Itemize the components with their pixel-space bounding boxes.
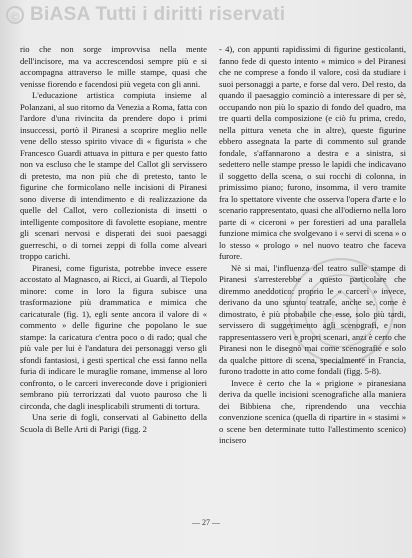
paragraph: Una serie di fogli, conservati al Gabinetto della Scuola di Belle Arti di Parigi (figg. 2 bbox=[20, 412, 207, 434]
paragraph: rio che non sorge improvvisa nella mente dell'incisore, ma va accrescendosi sempre più e si accompagna attraverso le mille stampe, quasi che venisse fiorendo e facendosi più vegeta con gli anni. bbox=[20, 44, 207, 89]
watermark-text: BiASA Tutti i diritti riservati bbox=[30, 4, 286, 25]
paragraph: Invece è certo che la « prigione » piranesiana deriva da quelle incisioni scenografiche alla maniera dei Bibbiena che, riprendendo una vecchia convenzione scenica (quella di ripartire in « stasimi » o scene ben determinate tutto l'allestimento scenico) incisero bbox=[219, 377, 406, 445]
left-column bbox=[20, 44, 207, 506]
right-column bbox=[219, 44, 406, 506]
text-columns bbox=[20, 44, 406, 506]
page-number: — 27 — bbox=[192, 518, 220, 527]
copyright-icon: © bbox=[6, 6, 24, 24]
paragraph: - 4), con appunti rapidissimi di figurine gesticolanti, fanno fede di questo intento « mimico » del Piranesi che ne comprese a fondo il valore, così da studiare i suoi personaggi a parte, e forse dal vero. Del resto, da quando il paesaggio cominciò a interessare di per sè, occupando non più lo spazio di fondo del quadro, ma tre quarti della composizione (e ciò fu prima, credo, nella pittura veneta che in altre), queste figurine ebbero assegnata la parte di commento sul grande fondale, s'affannarono a destra e a sinistra, si sedettero nelle stampe presso le lapidi che indicavano il soggetto della scena, o sui rocchi di colonna, in primissimo piano; furono, insomma, il vero tramite fra lo spettatore vivente che osserva l'opera d'arte e lo scenario rappresentato, quasi che all'odierno nella loro parte di « ciceroni » per forestieri ad una parallela funzione mimica che svolgevano i « servi di scena » o lo stesso « prologo » nel nuovo teatro che faceva furore. bbox=[219, 44, 406, 261]
paragraph: Nè si mai, l'influenza del teatro sulle stampe di Piranesi s'arresterebbe a questo particolare che diremmo aneddotico: proprio le « carceri » invece, derivano da uno spunto teatrale, anche se, come è dimostrato, è più probabile che esse, solo più tardi, servissero di suggerimento agli scenografi, e non rappresentassero veri e propri scenari, anzi è certo che Piranesi non le disegnò mai come scenografie e solo da qualche pittore di scena, specialmente in Francia, furono tradotte in atto come fondali (figg. 5-8). bbox=[219, 262, 406, 376]
paragraph: L'educazione artistica compiuta insieme al Polanzani, al suo ritorno da Venezia a Roma, fatta con l'ardore d'una rivincita da prendere dopo i primi insuccessi, portò il Piranesi a scoprire meglio nelle vene dello stesso spirito vivace di « figurista » che Francesco Guardi attuava in pittura e per questo fatto non va escluso che le stampe del Callot gli servissero di pretesto, ma non più che di pretesto, tanto le figurine che formicolano nelle incisioni di Piranesi sono diverse di intendimento e di realizzazione da quelle del Callot, vero collezionista di insetti o intelligente compositore di favolette esopiane, mentre gli scenari nervosi e disperati dei suoi paesaggi guerreschi, o di tornei zeppi di folla come alveari troppo carichi. bbox=[20, 90, 207, 261]
paragraph: Piranesi, come figurista, potrebbe invece essere accostato al Magnasco, ai Ricci, ai Guardi, al Tiepolo minore: come in loro la figura subisce una trasformazione più drammatica e mimica che caricaturale (fig. 1), egli sente ancora il valore di « commento » delle figurine che popolano le sue stampe: la caricatura c'entra poco o di rado; qual che più vale per lui è l'andatura dei personaggi verso gli sfondi fantasiosi, i gesti spertical che essi fanno nella furia di indicare le muraglie romane, immense al loro confronto, o le carceri invereconde dove i prigionieri sembrano più terrorizzati dal vuoto pauroso che li circonda, che dagli inesplicabili strumenti di tortura. bbox=[20, 262, 207, 411]
watermark bbox=[6, 3, 406, 27]
